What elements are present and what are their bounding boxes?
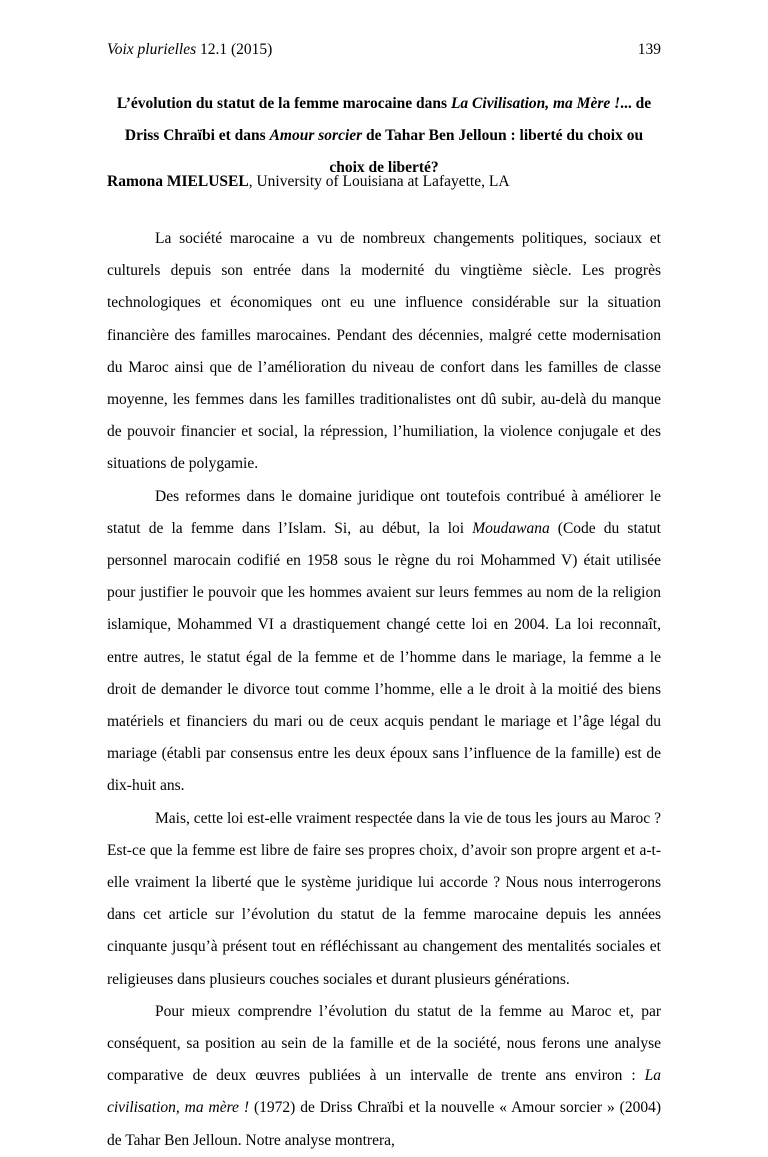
author-name: Ramona MIELUSEL	[107, 173, 249, 190]
paragraph-4	[107, 996, 661, 1157]
paragraph-2-text-a: Des reformes dans le domaine juridique ont toutefois contribué à améliorer le statut de la femme dans l’Islam. Si, au début, la loi	[107, 487, 661, 537]
title-part-3: de Tahar Ben Jelloun : liberté du choix ou choix de liberté?	[329, 127, 644, 176]
page-number: 139	[637, 41, 661, 58]
journal-issue: 12.1 (2015)	[200, 41, 273, 58]
title-part-1: L’évolution du statut de la femme marocaine dans	[116, 95, 451, 112]
moudawana-term: Moudawana	[472, 519, 550, 537]
work-title-civilisation: La civilisation, ma mère !	[107, 1067, 661, 1117]
title-work-1: La Civilisation, ma Mère !	[450, 95, 621, 112]
paragraph-2-text-b: (Code du statut personnel marocain codifié en 1958 sous le règne du roi Mohammed V) était utilisée pour justifier le pouvoir que les hommes avaient sur leurs femmes au nom de la religion islamique, Mohammed VI a drastiquement changé cette loi en 2004. La loi reconnaît, entre autres, le statut égal de la femme et de l’homme dans le mariage, la femme a le droit de demander le divorce tout comme l’homme, elle a le droit à la moitié des biens matériels et financiers du mari ou de ceux acquis pendant le mariage et l’âge légal du mariage (établi par consensus entre les deux époux sans l’influence de la famille) est de dix-huit ans.	[107, 519, 661, 795]
title-part-2: ... de Driss Chraïbi et dans	[124, 95, 652, 144]
journal-citation	[107, 40, 272, 60]
journal-name: Voix plurielles	[107, 41, 197, 58]
article-body	[107, 223, 661, 1157]
author-affiliation: , University of Louisiana at Lafayette, LA	[248, 173, 510, 190]
paragraph-4-text-b: (1972) de Driss Chraïbi et la nouvelle « Amour sorcier » (2004) de Tahar Ben Jelloun. Notre analyse montrera,	[107, 1099, 661, 1149]
title-work-2: Amour sorcier	[269, 127, 363, 144]
paragraph-4-text-a: Pour mieux comprendre l’évolution du statut de la femme au Maroc et, par conséquent, sa position au sein de la famille et de la société, nous ferons une analyse comparative de deux œuvres publiées à un intervalle de trente ans environ :	[107, 1002, 661, 1085]
running-header	[107, 40, 661, 60]
paragraph-1: La société marocaine a vu de nombreux changements politiques, sociaux et culturels depuis son entrée dans la modernité du vingtième siècle. Les progrès technologiques et économiques ont eu une influence considérable sur la situation financière des familles marocaines. Pendant des décennies, malgré cette modernisation du Maroc ainsi que de l’amélioration du niveau de confort dans les familles de classe moyenne, les femmes dans les familles traditionalistes ont dû subir, au-delà du manque de pouvoir financier et social, la répression, l’humiliation, la violence conjugale et des situations de polygamie.	[107, 230, 661, 473]
author-byline	[107, 172, 661, 192]
paragraph-2	[107, 481, 661, 803]
paragraph-3: Mais, cette loi est-elle vraiment respectée dans la vie de tous les jours au Maroc ? Est-ce que la femme est libre de faire ses propres choix, d’avoir son propre argent et a-t-elle vraiment la liberté que le système juridique lui accorde ? Nous nous interrogerons dans cet article sur l’évolution du statut de la femme marocaine depuis les années cinquante jusqu’à présent tout en réfléchissant au changement des mentalités sociales et religieuses dans plusieurs couches sociales et durant plusieurs générations.	[107, 809, 661, 988]
article-title	[107, 88, 661, 184]
